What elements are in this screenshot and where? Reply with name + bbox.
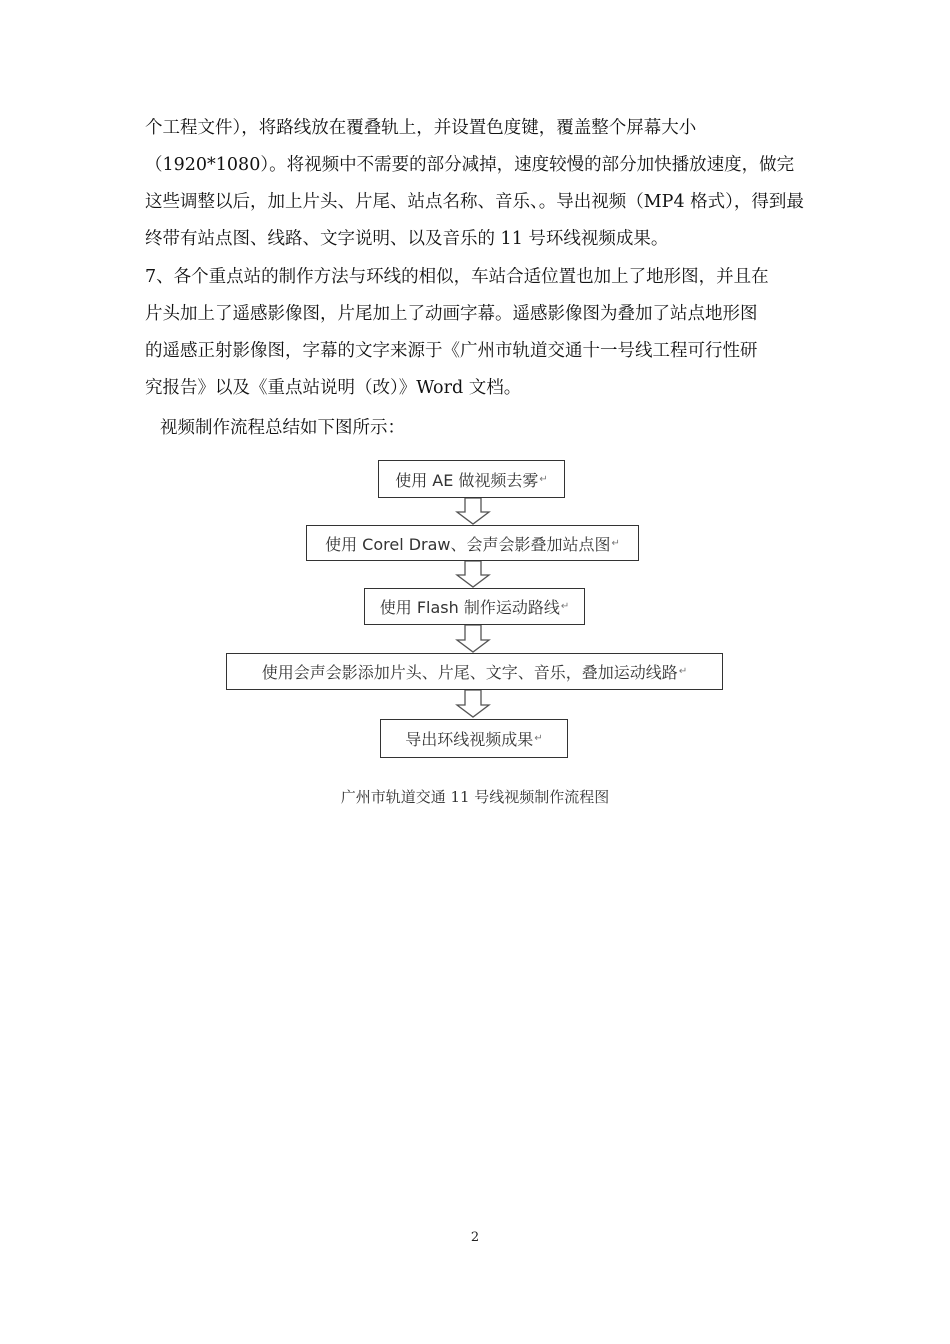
flow-step-1: [378, 460, 565, 498]
flow-step-4: [226, 653, 723, 690]
text-line: 终带有站点图、线路、文字说明、以及音乐的 11 号环线视频成果。: [145, 229, 669, 249]
figure-caption: 广州市轨道交通 11 号线视频制作流程图: [340, 788, 610, 806]
text-line: 7、各个重点站的制作方法与环线的相似，车站合适位置也加上了地形图，并且在: [145, 267, 769, 287]
page-number: 2: [470, 1230, 480, 1245]
text-line: 的遥感正射影像图，字幕的文字来源于《广州市轨道交通十一号线工程可行性研: [145, 341, 758, 361]
return-mark-icon: ↵: [678, 666, 688, 677]
down-arrow-icon: [453, 561, 493, 589]
return-mark-icon: ↵: [534, 733, 543, 744]
text-line: 个工程文件），将路线放在覆叠轨上，并设置色度键，覆盖整个屏幕大小: [145, 118, 697, 138]
text-line: 这些调整以后，加上片头、片尾、站点名称、音乐、。导出视频（MP4 格式），得到最: [145, 192, 804, 212]
return-mark-icon: ↵: [560, 601, 570, 612]
return-mark-icon: ↵: [539, 473, 548, 485]
flowchart-intro: 视频制作流程总结如下图所示：: [160, 418, 405, 438]
flow-step-label: 使用 Corel Draw、会声会影叠加站点图: [325, 534, 611, 554]
text-line: 究报告》以及《重点站说明（改）》Word 文档。: [145, 378, 522, 398]
flow-step-label: 导出环线视频成果: [405, 730, 534, 749]
return-mark-icon: ↵: [611, 537, 620, 549]
flow-step-5: [380, 719, 568, 758]
down-arrow-icon: [453, 690, 493, 719]
down-arrow-icon: [453, 625, 493, 654]
flow-step-3: [364, 588, 585, 625]
text-line: 片头加上了遥感影像图，片尾加上了动画字幕。遥感影像图为叠加了站点地形图: [145, 304, 758, 324]
down-arrow-icon: [453, 498, 493, 526]
flow-step-label: 使用会声会影添加片头、片尾、文字、音乐，叠加运动线路: [261, 663, 678, 682]
flow-step-2: [306, 525, 639, 561]
flow-step-label: 使用 Flash 制作运动路线: [379, 598, 560, 617]
text-line: （1920*1080）。将视频中不需要的部分减掉，速度较慢的部分加快播放速度，做完: [145, 155, 795, 175]
flow-step-label: 使用 AE 做视频去雾: [395, 470, 539, 490]
